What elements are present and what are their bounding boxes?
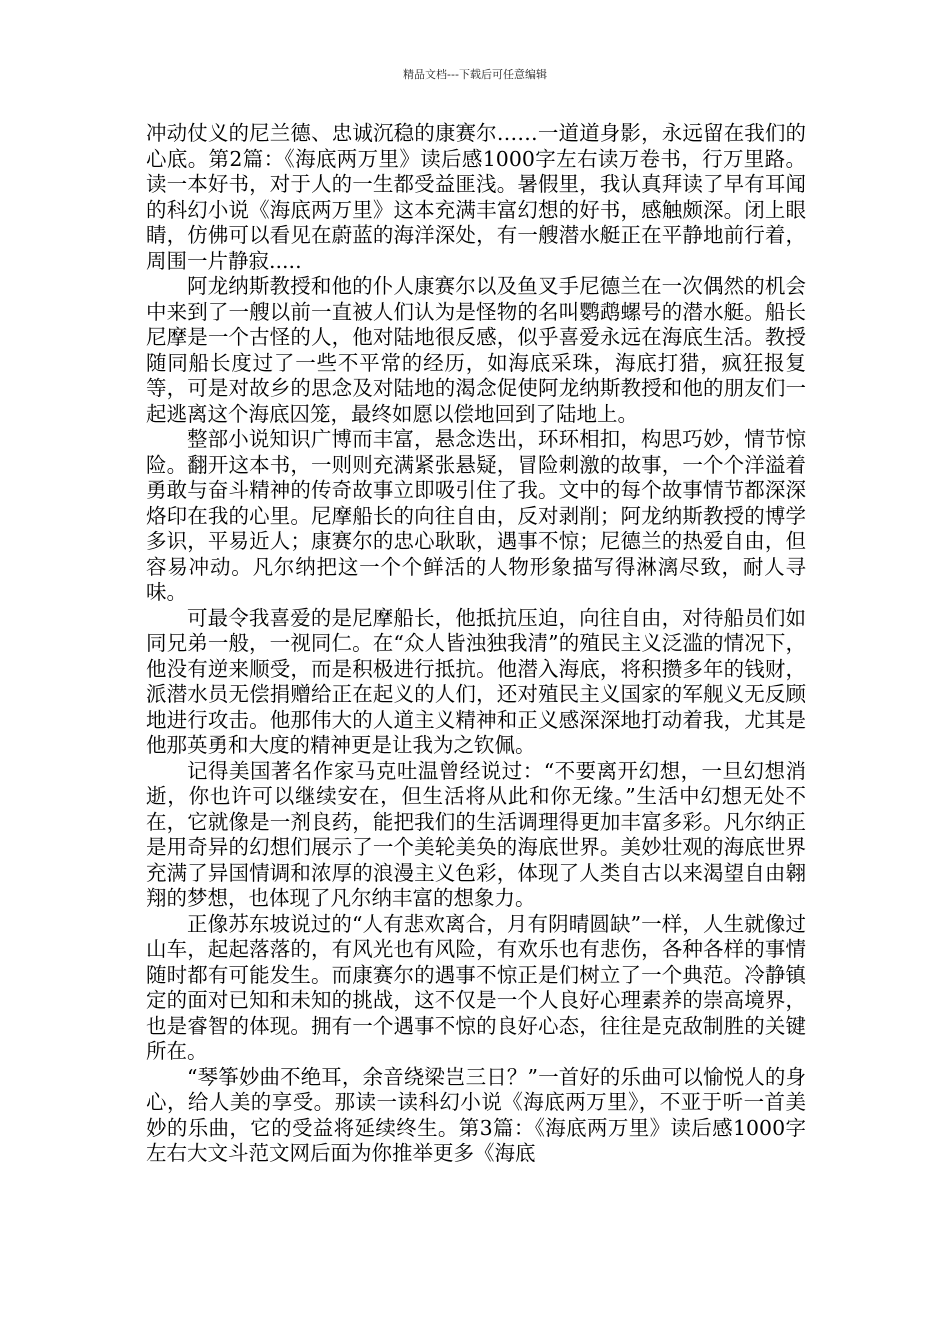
- paragraph: 整部小说知识广博而丰富，悬念迭出，环环相扣，构思巧妙，情节惊险。翻开这本书，一则则充满紧张悬疑，冒险刺激的故事，一个个洋溢着勇敢与奋斗精神的传奇故事立即吸引住了我。文中的每个故事情节都深深烙印在我的心里。尼摩船长的向往自由，反对剥削；阿龙纳斯教授的博学多识，平易近人；康赛尔的忠心耿耿，遇事不惊；尼德兰的热爱自由，但容易冲动。凡尔纳把这一个个鲜活的人物形象描写得淋漓尽致，耐人寻味。: [146, 427, 806, 604]
- paragraph: 阿龙纳斯教授和他的仆人康赛尔以及鱼叉手尼德兰在一次偶然的机会中来到了一艘以前一直被人们认为是怪物的名叫鹦鹉螺号的潜水艇。船长尼摩是一个古怪的人，他对陆地很反感，似乎喜爱永远在海底生活。教授随同船长度过了一些不平常的经历，如海底采珠，海底打猎，疯狂报复等，可是对故乡的思念及对陆地的渴念促使阿龙纳斯教授和他的朋友们一起逃离这个海底囚笼，最终如愿以偿地回到了陆地上。: [146, 274, 806, 426]
- paragraph: 记得美国著名作家马克吐温曾经说过：“不要离开幻想，一旦幻想消逝，你也许可以继续安在，但生活将从此和你无缘。”生活中幻想无处不在，它就像是一剂良药，能把我们的生活调理得更加丰富多彩。凡尔纳正是用奇异的幻想们展示了一个美轮美奂的海底世界。美妙壮观的海底世界充满了异国情调和浓厚的浪漫主义色彩，体现了人类自古以来渴望自由翱翔的梦想，也体现了凡尔纳丰富的想象力。: [146, 758, 806, 910]
- page-header: 精品文档---下载后可任意编辑: [403, 68, 547, 81]
- document-body: [146, 121, 806, 1167]
- paragraph: 冲动仗义的尼兰德、忠诚沉稳的康赛尔……一道道身影，永远留在我们的心底。第2篇：《海底两万里》读后感1000字左右读万卷书，行万里路。读一本好书，对于人的一生都受益匪浅。暑假里，我认真拜读了早有耳闻的科幻小说《海底两万里》这本充满丰富幻想的好书，感触颇深。闭上眼睛，仿佛可以看见在蔚蓝的海洋深处，有一艘潜水艇正在平静地前行着，周围一片静寂.....: [146, 121, 806, 273]
- paragraph: 正像苏东坡说过的“人有悲欢离合，月有阴晴圆缺”一样，人生就像过山车，起起落落的，有风光也有风险，有欢乐也有悲伤，各种各样的事情随时都有可能发生。而康赛尔的遇事不惊正是们树立了一个典范。冷静镇定的面对已知和未知的挑战，这不仅是一个人良好心理素养的崇高境界，也是睿智的体现。拥有一个遇事不惊的良好心态，往往是克敌制胜的关键所在。: [146, 911, 806, 1063]
- paragraph: “琴筝妙曲不绝耳，余音绕梁岂三日？”一首好的乐曲可以愉悦人的身心，给人美的享受。那读一读科幻小说《海底两万里》，不亚于听一首美妙的乐曲，它的受益将延续终生。第3篇：《海底两万里》读后感1000字左右大文斗范文网后面为你推举更多《海底: [146, 1064, 806, 1165]
- paragraph: 可最令我喜爱的是尼摩船长，他抵抗压迫，向往自由，对待船员们如同兄弟一般，一视同仁。在“众人皆浊独我清”的殖民主义泛滥的情况下，他没有逆来顺受，而是积极进行抵抗。他潜入海底，将积攒多年的钱财，派潜水员无偿捐赠给正在起义的人们，还对殖民主义国家的军舰义无反顾地进行攻击。他那伟大的人道主义精神和正义感深深地打动着我，尤其是他那英勇和大度的精神更是让我为之钦佩。: [146, 605, 806, 757]
